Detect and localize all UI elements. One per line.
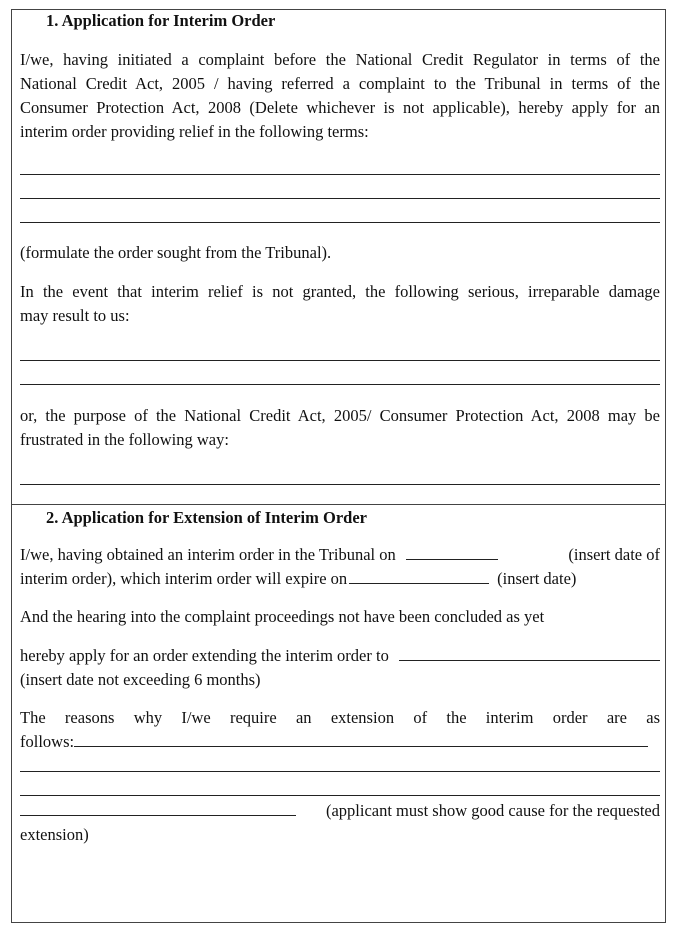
intro-line-1: I/we, having initiated a complaint before the National Credit Regulator in terms of the	[20, 50, 660, 69]
intro-line-3: Consumer Protection Act, 2008 (Delete whichever is not applicable), hereby apply for an	[20, 98, 660, 117]
extension-order-section	[11, 504, 666, 923]
reasons-row-2	[20, 732, 648, 752]
intro-line-2: National Credit Act, 2005 / having referred a complaint to the Tribunal in terms of the	[20, 74, 660, 93]
damage-line-2: may result to us:	[20, 306, 130, 325]
obtained-line2-text: interim order), which interim order will expire on	[20, 569, 348, 588]
reasons-field-4[interactable]	[20, 801, 296, 816]
damage-answer-line-1[interactable]	[20, 360, 660, 361]
obtained-line2-hint: (insert date)	[497, 569, 577, 588]
extension-date-field[interactable]	[399, 646, 660, 661]
hearing-text: And the hearing into the complaint proceedings not have been concluded as yet	[20, 607, 545, 626]
damage-line-1: In the event that interim relief is not granted, the following serious, irreparable damage	[20, 282, 660, 301]
apply-hint: (insert date not exceeding 6 months)	[20, 670, 261, 689]
good-cause-row	[20, 801, 660, 821]
expiry-date-field[interactable]	[349, 569, 489, 584]
intro-line-4: interim order providing relief in the following terms:	[20, 122, 369, 141]
reasons-follows-label: follows:	[20, 732, 75, 751]
relief-terms-line-1[interactable]	[20, 174, 660, 175]
purpose-line-2: frustrated in the following way:	[20, 430, 229, 449]
purpose-answer-line[interactable]	[20, 484, 660, 485]
good-cause-text: (applicant must show good cause for the requested	[325, 801, 660, 820]
order-date-field[interactable]	[406, 545, 498, 560]
apply-row	[20, 646, 660, 666]
damage-answer-line-2[interactable]	[20, 384, 660, 385]
obtained-row-1	[20, 545, 660, 565]
reasons-line-1: The reasons why I/we require an extension of the interim order are as	[20, 708, 660, 727]
reasons-field-2[interactable]	[20, 771, 660, 772]
reasons-field-3[interactable]	[20, 795, 660, 796]
relief-terms-line-3[interactable]	[20, 222, 660, 223]
apply-text: hereby apply for an order extending the interim order to	[20, 646, 389, 665]
section2-heading: 2. Application for Extension of Interim Order	[46, 508, 367, 527]
interim-order-section	[11, 9, 666, 505]
good-cause-line-2: extension)	[20, 825, 89, 844]
section1-heading: 1. Application for Interim Order	[46, 11, 276, 30]
obtained-line1-hint: (insert date of	[568, 545, 660, 564]
obtained-line1-text: I/we, having obtained an interim order in the Tribunal on	[20, 545, 396, 564]
relief-terms-line-2[interactable]	[20, 198, 660, 199]
order-note: (formulate the order sought from the Tribunal).	[20, 243, 332, 262]
obtained-row-2	[20, 569, 660, 589]
purpose-line-1: or, the purpose of the National Credit Act, 2005/ Consumer Protection Act, 2008 may be	[20, 406, 660, 425]
reasons-field-1[interactable]	[74, 732, 648, 747]
